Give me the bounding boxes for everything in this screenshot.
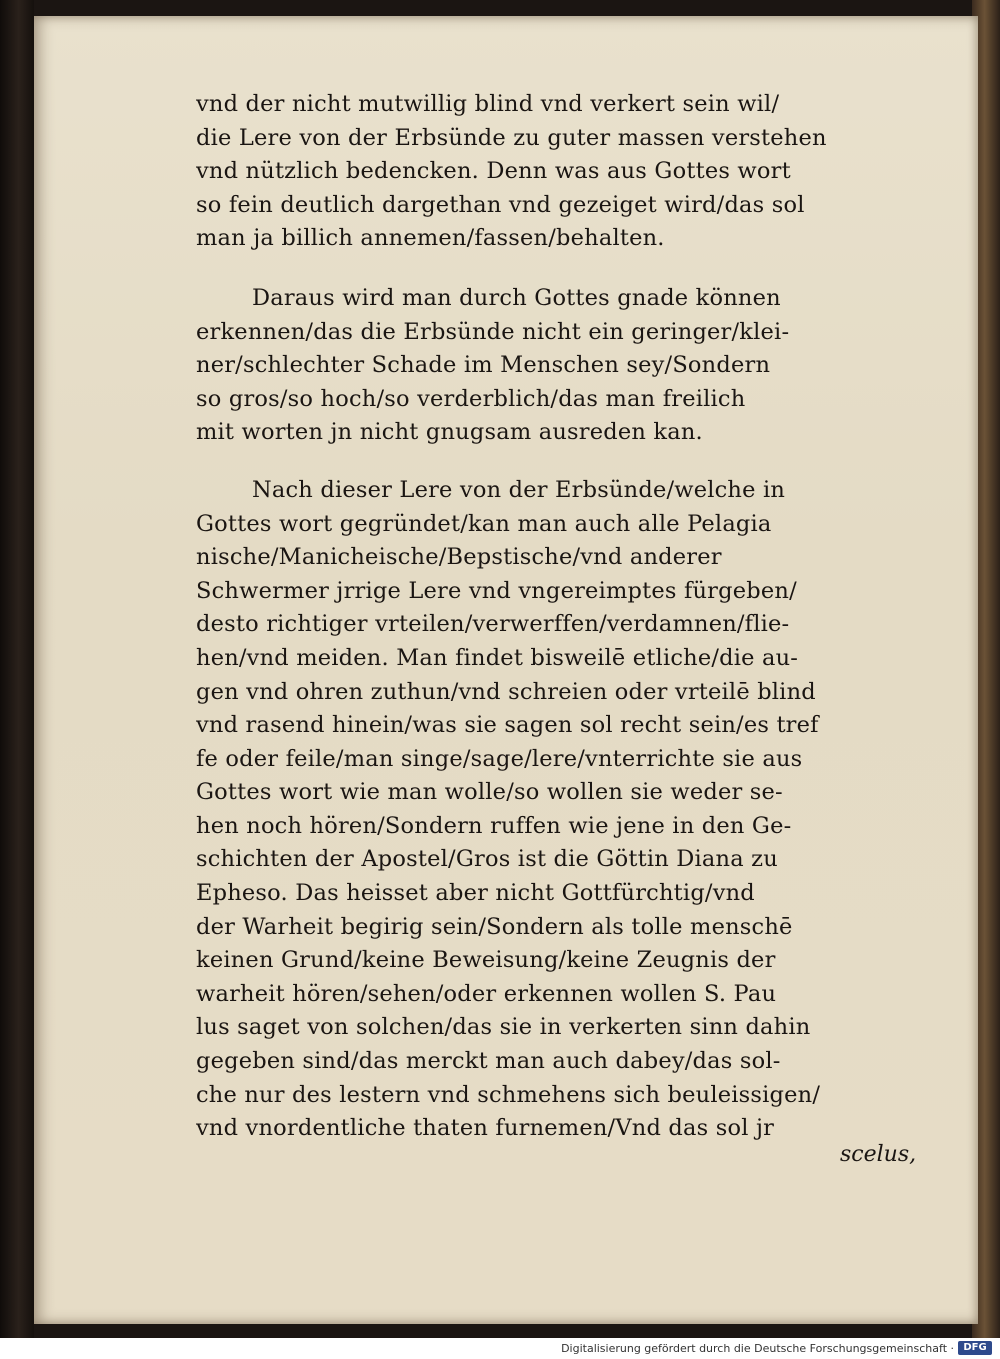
text-line: vnd nützlich bedencken. Denn was aus Gottes wort: [196, 158, 791, 185]
text-line: die Lere von der Erbsünde zu guter massen verstehen: [196, 124, 827, 151]
text-line: vnd der nicht mutwillig blind vnd verkert sein wil/: [196, 91, 780, 117]
paragraph-gap: [196, 256, 896, 282]
text-line: der Warheit begirig sein/Sondern als tolle menschē: [196, 913, 793, 940]
text-line: desto richtiger vrteilen/verwerffen/verdamnen/flie-: [196, 611, 790, 638]
text-line: nische/Manicheische/Bepstische/vnd anderer: [196, 544, 722, 571]
book-binding-edge: [0, 0, 34, 1338]
footer-bar: [0, 1338, 1000, 1359]
paragraph-1: [196, 88, 896, 256]
text-line: vnd rasend hinein/was sie sagen sol recht sein/es tref: [196, 712, 819, 739]
paragraph-2: [196, 282, 896, 450]
funding-credit: Digitalisierung gefördert durch die Deutsche Forschungsgemeinschaft ·: [561, 1342, 954, 1355]
text-line: hen/vnd meiden. Man findet bisweilē etliche/die au-: [196, 644, 799, 671]
text-line: hen noch hören/Sondern ruffen wie jene in den Ge-: [196, 812, 792, 839]
text-line: Epheso. Das heisset aber nicht Gottfürchtig/vnd: [196, 880, 755, 907]
dfg-logo-icon: DFG: [958, 1341, 992, 1355]
page-text: [196, 88, 896, 1146]
text-line: man ja billich annemen/fassen/behalten.: [196, 225, 665, 252]
text-line: so gros/so hoch/so verderblich/das man freilich: [196, 385, 746, 412]
text-line: Gottes wort gegründet/kan man auch alle Pelagia: [196, 510, 772, 537]
paragraph-gap: [196, 450, 896, 474]
text-line: erkennen/das die Erbsünde nicht ein geringer/klei-: [196, 318, 790, 345]
text-line: schichten der Apostel/Gros ist die Göttin Diana zu: [196, 846, 778, 873]
text-line: ner/schlechter Schade im Menschen sey/Sondern: [196, 352, 771, 379]
text-line: so fein deutlich dargethan vnd gezeiget wird/das sol: [196, 191, 805, 218]
text-line: gen vnd ohren zuthun/vnd schreien oder vrteilē blind: [196, 678, 816, 705]
text-line: lus saget von solchen/das sie in verkerten sinn dahin: [196, 1014, 811, 1041]
text-line: vnd vnordentliche thaten furnemen/Vnd das sol jr: [196, 1115, 775, 1142]
text-line: che nur des lestern vnd schmehens sich beuleissigen/: [196, 1081, 821, 1108]
text-line: Nach dieser Lere von der Erbsünde/welche in: [252, 476, 786, 503]
text-line: keinen Grund/keine Beweisung/keine Zeugnis der: [196, 947, 776, 974]
paragraph-3: [196, 474, 896, 1146]
text-line: mit worten jn nicht gnugsam ausreden kan.: [196, 419, 703, 446]
text-line: Schwermer jrrige Lere vnd vngereimptes fürgeben/: [196, 577, 797, 604]
text-line: fe oder feile/man singe/sage/lere/vnterrichte sie aus: [196, 745, 803, 772]
catchword: scelus,: [840, 1142, 917, 1167]
text-line: gegeben sind/das merckt man auch dabey/das sol-: [196, 1048, 781, 1075]
text-line: Gottes wort wie man wolle/so wollen sie weder se-: [196, 779, 783, 806]
text-line: warheit hören/sehen/oder erkennen wollen S. Pau: [196, 980, 777, 1007]
text-line: Daraus wird man durch Gottes gnade können: [252, 284, 781, 311]
